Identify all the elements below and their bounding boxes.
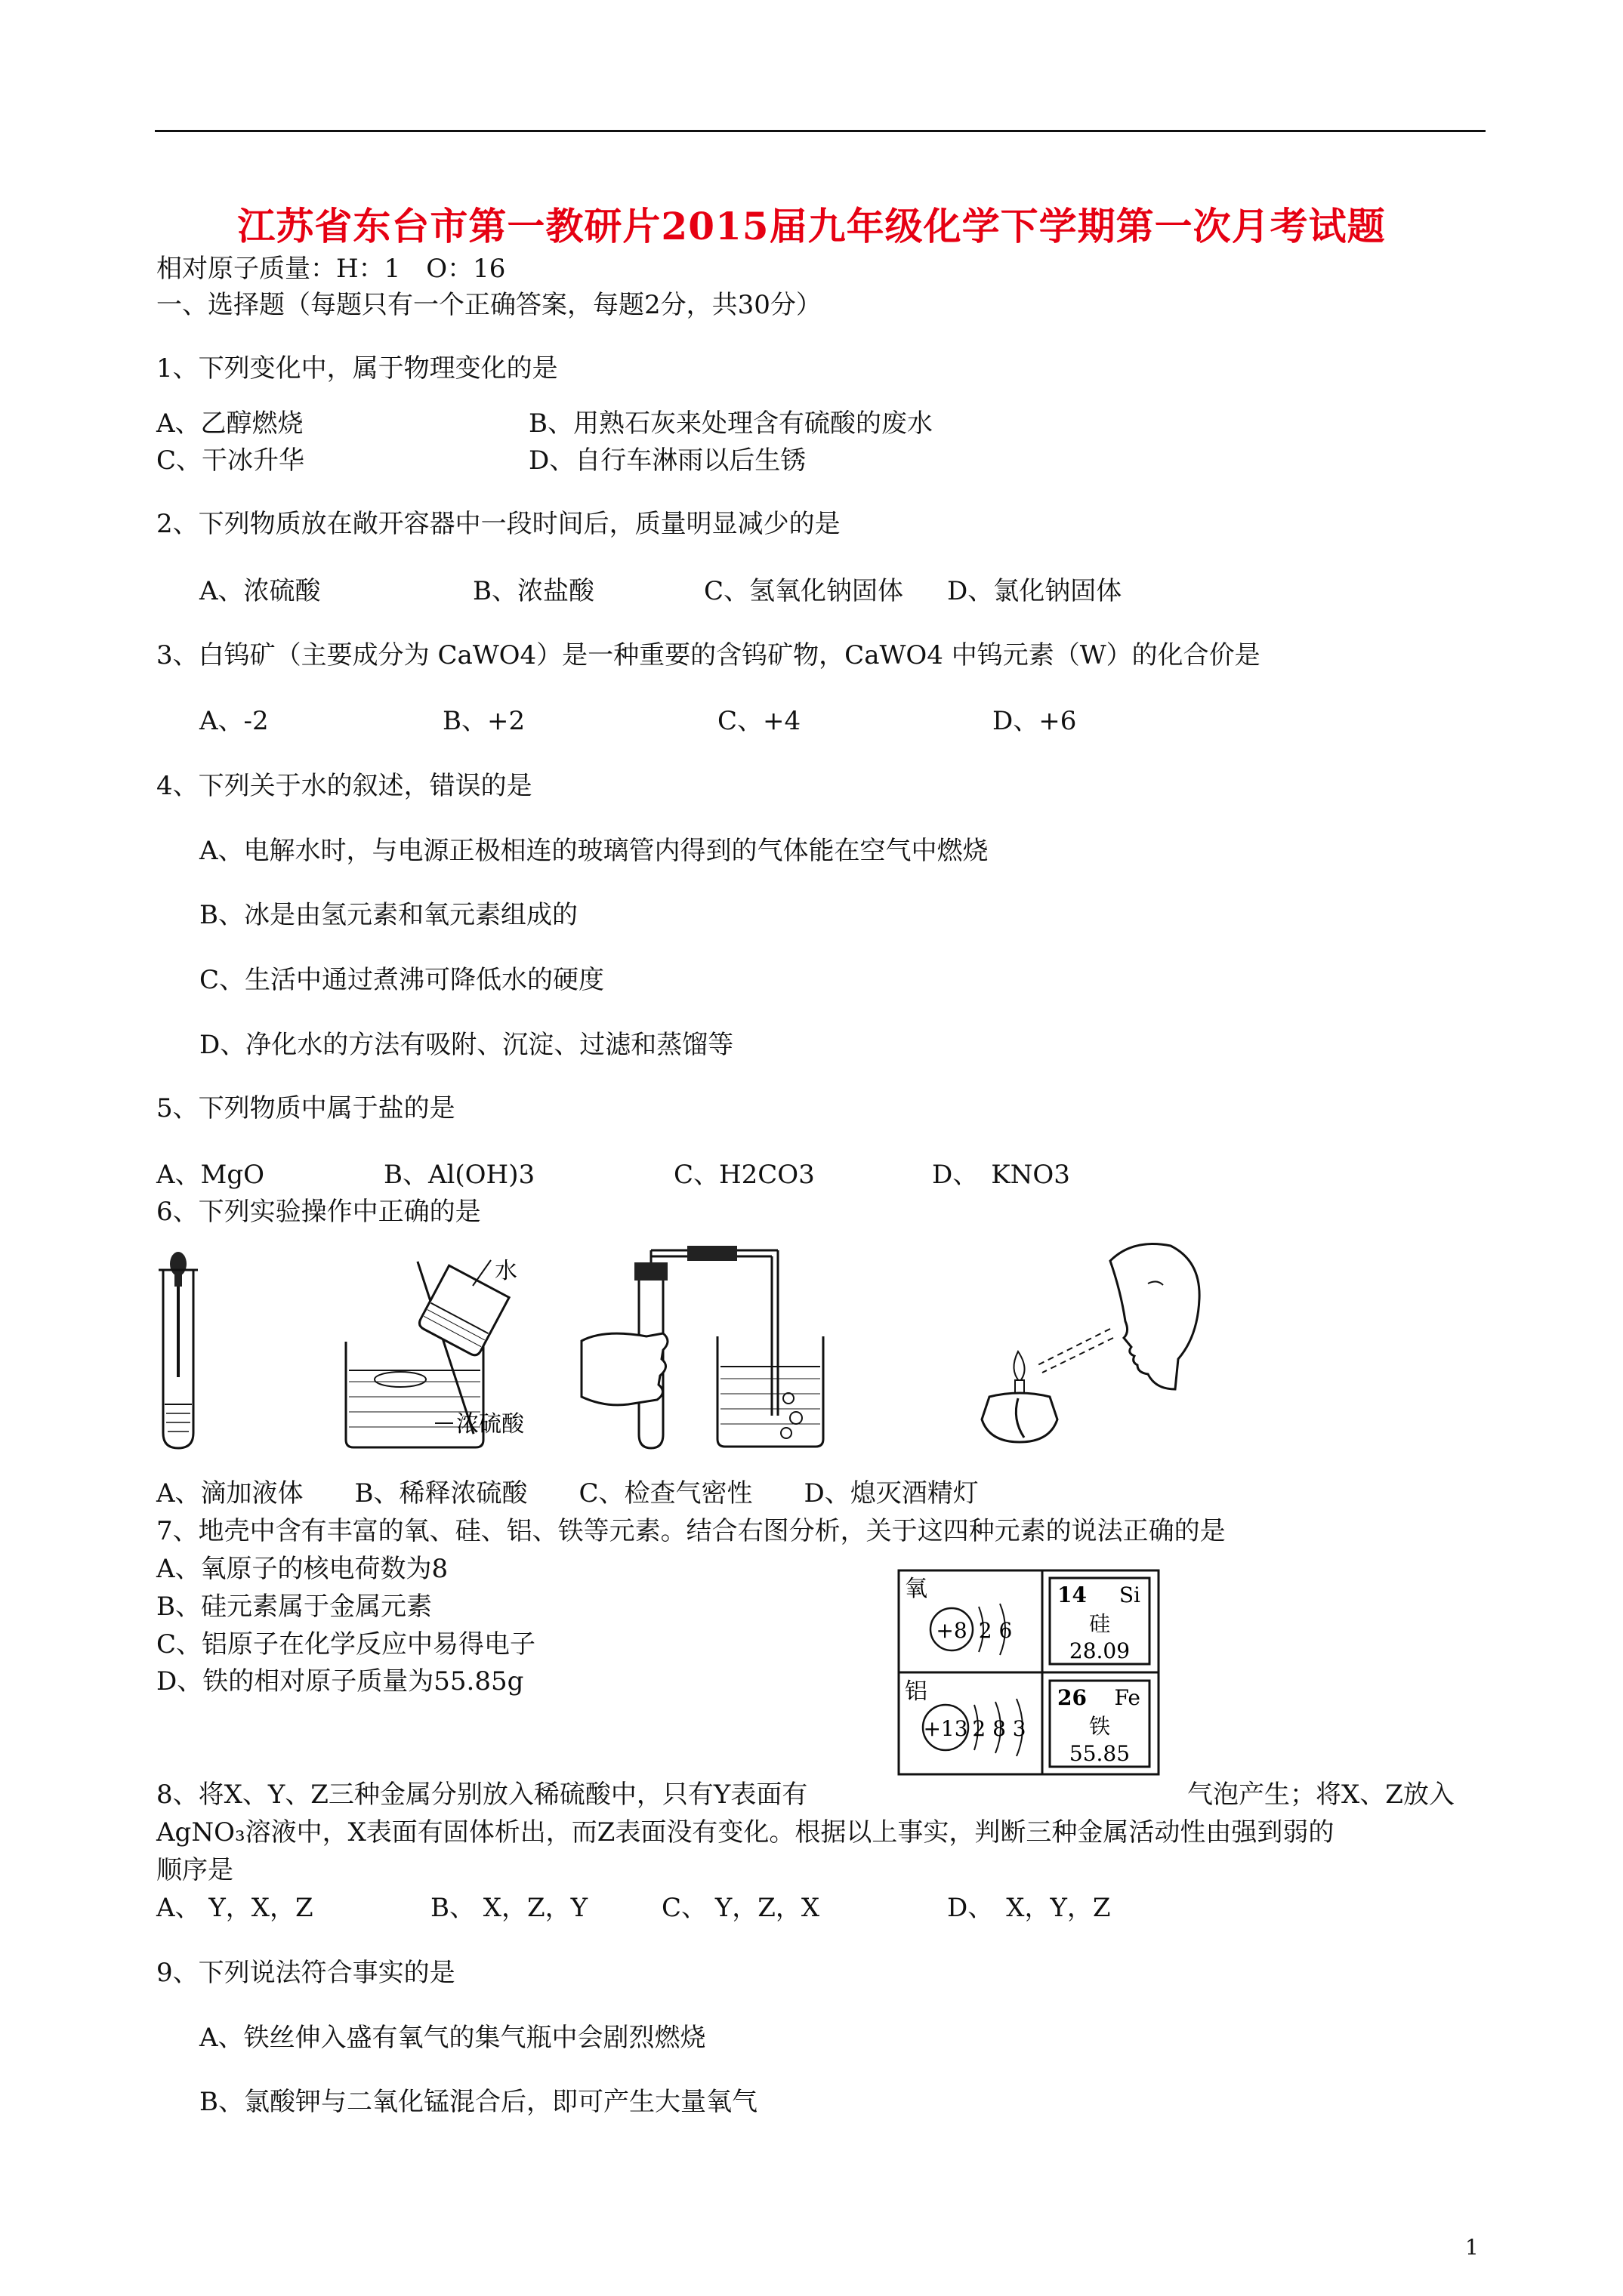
q3-option-c: C、+4 bbox=[717, 706, 801, 736]
q7-option-c: C、铝原子在化学反应中易得电子 bbox=[156, 1629, 536, 1660]
aluminum-name: 铝 bbox=[905, 1678, 927, 1705]
q2-option-c: C、氢氧化钠固体 bbox=[704, 576, 904, 606]
q5-option-c: C、H2CO3 bbox=[674, 1160, 815, 1190]
silicon-number: 14 bbox=[1057, 1583, 1087, 1607]
q8-line3: 顺序是 bbox=[156, 1855, 233, 1885]
q8-option-c: C、 Y，Z，X bbox=[662, 1893, 820, 1923]
q1-option-d: D、自行车淋雨以后生锈 bbox=[529, 445, 807, 476]
q8-line1a: 8、将X、Y、Z三种金属分别放入稀硫酸中，只有Y表面有 bbox=[156, 1780, 808, 1810]
q3-stem: 3、白钨矿（主要成分为 CaWO4）是一种重要的含钨矿物，CaWO4 中钨元素（W）的化合价是 bbox=[156, 640, 1260, 670]
q5-option-d: D、 KNO3 bbox=[932, 1160, 1070, 1190]
aluminum-nucleus: +13 bbox=[923, 1716, 968, 1741]
q1-stem: 1、下列变化中，属于物理变化的是 bbox=[156, 353, 558, 384]
iron-name: 铁 bbox=[1088, 1714, 1111, 1739]
iron-number: 26 bbox=[1057, 1685, 1087, 1710]
q6-options: A、滴加液体 B、稀释浓硫酸 C、检查气密性 D、熄灭酒精灯 bbox=[156, 1478, 979, 1509]
q4-option-d: D、净化水的方法有吸附、沉淀、过滤和蒸馏等 bbox=[199, 1030, 734, 1060]
q9-stem: 9、下列说法符合事实的是 bbox=[156, 1958, 455, 1988]
q6-stem: 6、下列实验操作中正确的是 bbox=[156, 1197, 481, 1227]
q8-option-a: A、 Y，X，Z bbox=[156, 1893, 313, 1923]
q3-option-b: B、+2 bbox=[443, 706, 526, 736]
atomic-mass-line: 相对原子质量：H：1 O：16 bbox=[156, 254, 506, 284]
q7-option-d: D、铁的相对原子质量为55.85g bbox=[156, 1666, 524, 1697]
oxygen-name: 氧 bbox=[905, 1576, 927, 1602]
q4-option-a: A、电解水时，与电源正极相连的玻璃管内得到的气体能在空气中燃烧 bbox=[199, 836, 989, 866]
q1-option-a: A、乙醇燃烧 bbox=[156, 408, 304, 439]
q9-option-b: B、氯酸钾与二氧化锰混合后，即可产生大量氧气 bbox=[199, 2087, 758, 2117]
q5-stem: 5、下列物质中属于盐的是 bbox=[156, 1093, 455, 1123]
silicon-mass: 28.09 bbox=[1069, 1638, 1131, 1663]
iron-mass: 55.85 bbox=[1069, 1741, 1131, 1766]
q4-option-b: B、冰是由氢元素和氧元素组成的 bbox=[199, 900, 578, 930]
q8-line2: AgNO₃溶液中，X表面有固体析出，而Z表面没有变化。根据以上事实，判断三种金属活动性由强到弱的 bbox=[156, 1817, 1335, 1848]
q2-option-d: D、氯化钠固体 bbox=[947, 576, 1122, 606]
dilution-illustration bbox=[340, 1250, 551, 1453]
q3-option-d: D、+6 bbox=[992, 706, 1077, 736]
iron-symbol: Fe bbox=[1114, 1685, 1140, 1710]
q5-option-b: B、Al(OH)3 bbox=[384, 1160, 535, 1190]
q2-option-b: B、浓盐酸 bbox=[473, 576, 594, 606]
aluminum-shells: 2 8 3 bbox=[972, 1716, 1026, 1741]
q7-option-a: A、氧原子的核电荷数为8 bbox=[156, 1554, 449, 1584]
q8-option-b: B、 X，Z，Y bbox=[430, 1893, 588, 1923]
q4-option-c: C、生活中通过煮沸可降低水的硬度 bbox=[199, 965, 605, 995]
q2-option-a: A、浓硫酸 bbox=[199, 576, 321, 606]
q8-line1b: 气泡产生；将X、Z放入 bbox=[1187, 1780, 1455, 1810]
q7-stem: 7、地壳中含有丰富的氧、硅、铝、铁等元素。结合右图分析，关于这四种元素的说法正确的是 bbox=[156, 1516, 1226, 1546]
airtightness-illustration bbox=[574, 1246, 831, 1453]
q1-option-b: B、用熟石灰来处理含有硫酸的废水 bbox=[529, 408, 933, 439]
extinguish-lamp-illustration bbox=[959, 1238, 1208, 1450]
q7-option-b: B、硅元素属于金属元素 bbox=[156, 1592, 432, 1622]
dropper-illustration bbox=[151, 1247, 219, 1451]
header-rule bbox=[155, 130, 1486, 132]
q8-option-d: D、 X，Y，Z bbox=[947, 1893, 1111, 1923]
element-info-figure bbox=[897, 1569, 1169, 1777]
page-number: 1 bbox=[1465, 2235, 1479, 2260]
q5-option-a: A、MgO bbox=[156, 1160, 265, 1190]
q9-option-a: A、铁丝伸入盛有氧气的集气瓶中会剧烈燃烧 bbox=[199, 2023, 706, 2053]
q1-option-c: C、干冰升华 bbox=[156, 445, 305, 476]
label-water: 水 bbox=[495, 1258, 517, 1284]
oxygen-nucleus: +8 bbox=[936, 1618, 967, 1643]
q4-stem: 4、下列关于水的叙述，错误的是 bbox=[156, 771, 532, 801]
q3-option-a: A、-2 bbox=[199, 706, 269, 736]
silicon-symbol: Si bbox=[1119, 1583, 1140, 1607]
section-heading: 一、选择题（每题只有一个正确答案，每题2分，共30分） bbox=[156, 290, 822, 320]
label-conc-sulfuric-acid: 浓硫酸 bbox=[456, 1411, 524, 1438]
silicon-name: 硅 bbox=[1088, 1611, 1111, 1636]
oxygen-shells: 2 6 bbox=[978, 1618, 1013, 1643]
q2-stem: 2、下列物质放在敞开容器中一段时间后，质量明显减少的是 bbox=[156, 509, 841, 539]
exam-title: 江苏省东台市第一教研片2015届九年级化学下学期第一次月考试题 bbox=[237, 204, 1386, 248]
